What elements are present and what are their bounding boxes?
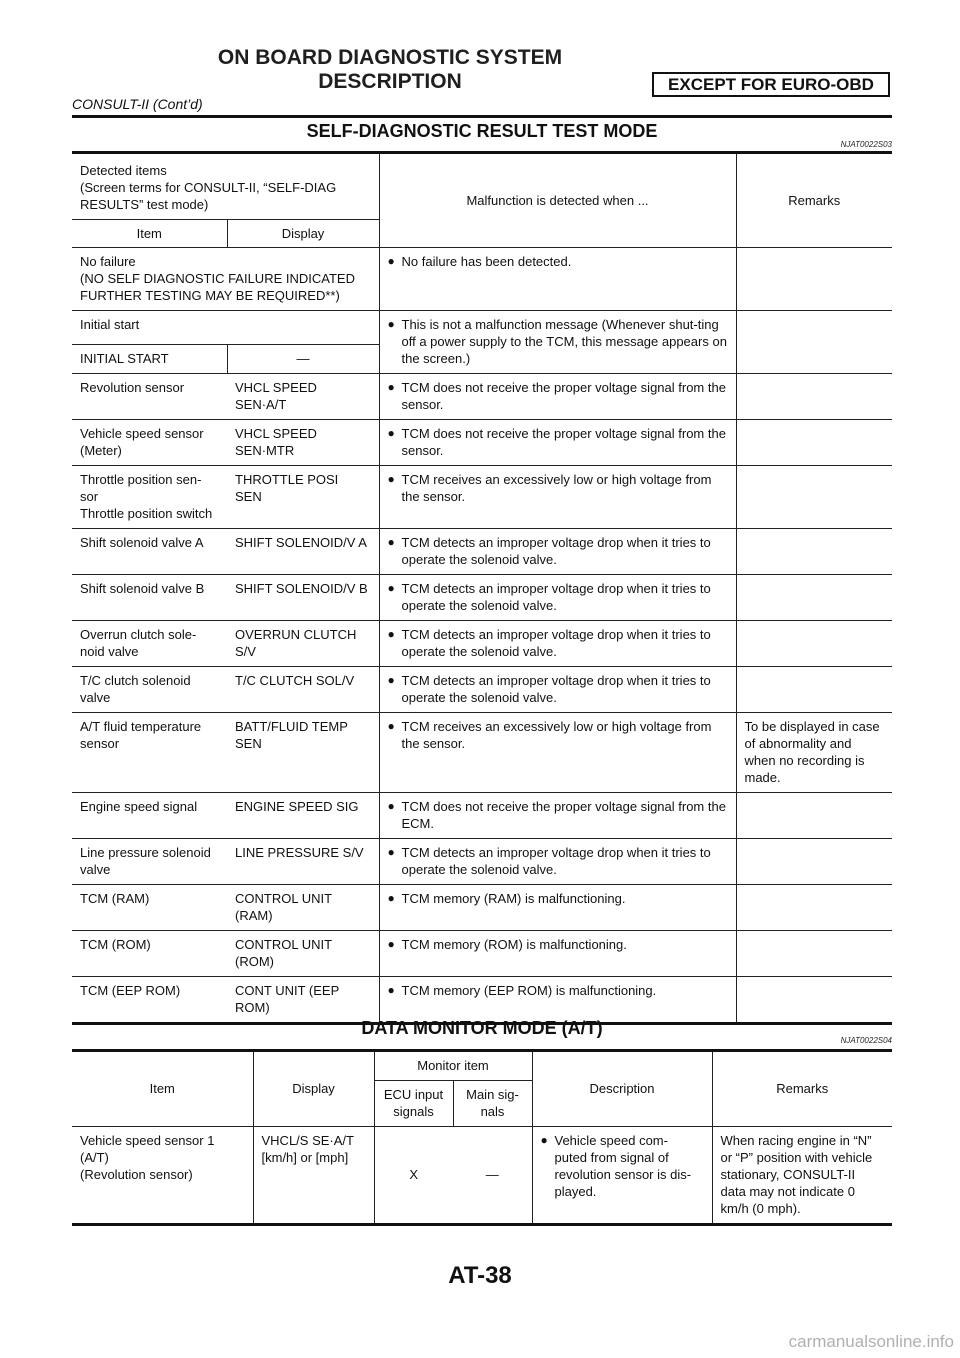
malfunction-text: TCM does not receive the proper voltage signal from the sensor. <box>401 426 726 458</box>
malfunction-text: No failure has been detected. <box>401 254 572 269</box>
header-detected-items: Detected items (Screen terms for CONSULT-II, “SELF-DIAG RESULTS” test mode) <box>72 153 379 220</box>
bullet-text <box>388 253 728 270</box>
table-row <box>72 667 892 713</box>
bullet-text <box>388 890 728 907</box>
ecu-input-cell: X <box>374 1127 453 1225</box>
item-cell: Line pressure solenoid valve <box>72 839 227 885</box>
bullet-text <box>388 316 728 367</box>
item-cell: TCM (EEP ROM) <box>72 977 227 1024</box>
display-cell: ENGINE SPEED SIG <box>227 793 379 839</box>
bullet-text <box>388 936 728 953</box>
bullet-icon: ● <box>387 317 395 331</box>
item-cell: Vehicle speed sensor (Meter) <box>72 420 227 466</box>
page-subtitle: CONSULT-II (Cont’d) <box>72 96 203 112</box>
bullet-icon: ● <box>540 1133 548 1147</box>
display-cell: VHCL SPEED SEN·MTR <box>227 420 379 466</box>
item-cell: Shift solenoid valve A <box>72 529 227 575</box>
malfunction-text: TCM does not receive the proper voltage signal from the sensor. <box>401 380 726 412</box>
remarks-cell <box>736 977 892 1024</box>
malfunction-text: TCM memory (RAM) is malfunctioning. <box>401 891 626 906</box>
header-display: Display <box>227 220 379 248</box>
header-main-signals: Main sig- nals <box>453 1081 532 1127</box>
self-diag-table <box>72 151 892 1025</box>
malfunction-cell <box>379 977 736 1024</box>
item-cell: Revolution sensor <box>72 374 227 420</box>
bullet-text <box>388 718 728 752</box>
malfunction-text: TCM receives an excessively low or high voltage from the sensor. <box>401 472 712 504</box>
bullet-icon: ● <box>387 581 395 595</box>
bullet-text <box>541 1132 704 1200</box>
bullet-icon: ● <box>387 426 395 440</box>
table-row <box>72 885 892 931</box>
malfunction-cell <box>379 931 736 977</box>
bullet-text <box>388 379 728 413</box>
bullet-icon: ● <box>387 845 395 859</box>
bullet-text <box>388 425 728 459</box>
table-row <box>72 248 892 311</box>
title-line-1: ON BOARD DIAGNOSTIC SYSTEM <box>217 46 563 69</box>
display-cell: CONTROL UNIT (RAM) <box>227 885 379 931</box>
remarks-cell <box>736 885 892 931</box>
bullet-text <box>388 844 728 878</box>
item-cell: T/C clutch solenoid valve <box>72 667 227 713</box>
malfunction-text: TCM receives an excessively low or high voltage from the sensor. <box>401 719 712 751</box>
bullet-icon: ● <box>387 891 395 905</box>
bullet-text <box>388 798 728 832</box>
title-line-2: DESCRIPTION <box>318 70 462 93</box>
bullet-text <box>388 672 728 706</box>
display-cell: T/C CLUTCH SOL/V <box>227 667 379 713</box>
remarks-cell <box>736 575 892 621</box>
malfunction-text: TCM detects an improper voltage drop when it tries to operate the solenoid valve. <box>401 845 711 877</box>
bullet-icon: ● <box>387 673 395 687</box>
item-cell: Vehicle speed sensor 1 (A/T) (Revolution sensor) <box>72 1127 253 1225</box>
malfunction-cell <box>379 374 736 420</box>
bullet-text <box>388 982 728 999</box>
remarks-cell: When racing engine in “N” or “P” position with vehicle stationary, CONSULT-II data may not indicate 0 km/h (0 mph). <box>712 1127 892 1225</box>
remarks-cell <box>736 529 892 575</box>
display-cell: — <box>227 344 379 373</box>
table-row <box>72 839 892 885</box>
display-cell: CONT UNIT (EEP ROM) <box>227 977 379 1024</box>
header-item: Item <box>72 1051 253 1127</box>
table-row <box>72 931 892 977</box>
malfunction-text: TCM does not receive the proper voltage signal from the ECM. <box>401 799 726 831</box>
bullet-icon: ● <box>387 937 395 951</box>
display-cell: SHIFT SOLENOID/V B <box>227 575 379 621</box>
bullet-icon: ● <box>387 799 395 813</box>
data-monitor-table <box>72 1049 892 1226</box>
table-row <box>72 713 892 793</box>
item-cell: TCM (RAM) <box>72 885 227 931</box>
malfunction-cell <box>379 667 736 713</box>
bullet-icon: ● <box>387 472 395 486</box>
bullet-icon: ● <box>387 983 395 997</box>
item-cell: TCM (ROM) <box>72 931 227 977</box>
display-cell: SHIFT SOLENOID/V A <box>227 529 379 575</box>
table-row <box>72 621 892 667</box>
item-cell: Initial start <box>72 311 379 345</box>
bullet-icon: ● <box>387 254 395 268</box>
table-row <box>72 466 892 529</box>
malfunction-text: This is not a malfunction message (Whenever shut-ting off a power supply to the TCM, this message appears on the screen.) <box>401 317 727 366</box>
malfunction-text: TCM detects an improper voltage drop when it tries to operate the solenoid valve. <box>401 581 711 613</box>
bullet-text <box>388 534 728 568</box>
remarks-cell <box>736 466 892 529</box>
remarks-cell <box>736 839 892 885</box>
badge-except-euro-obd: EXCEPT FOR EURO-OBD <box>652 72 890 97</box>
malfunction-cell <box>379 621 736 667</box>
table-row <box>72 1127 892 1225</box>
display-cell: BATT/FLUID TEMP SEN <box>227 713 379 793</box>
section-title-self-diag: SELF-DIAGNOSTIC RESULT TEST MODE <box>306 121 658 141</box>
item-cell: INITIAL START <box>72 344 227 373</box>
remarks-cell <box>736 420 892 466</box>
malfunction-cell <box>379 885 736 931</box>
header-description: Description <box>532 1051 712 1127</box>
table-row <box>72 311 892 345</box>
main-signal-cell: — <box>453 1127 532 1225</box>
malfunction-cell <box>379 839 736 885</box>
malfunction-text: TCM detects an improper voltage drop when it tries to operate the solenoid valve. <box>401 673 711 705</box>
table-row <box>72 575 892 621</box>
bullet-text <box>388 471 728 505</box>
remarks-cell <box>736 667 892 713</box>
remarks-cell <box>736 793 892 839</box>
header-remarks: Remarks <box>736 153 892 248</box>
table-row <box>72 977 892 1024</box>
malfunction-cell <box>379 793 736 839</box>
malfunction-text: TCM memory (ROM) is malfunctioning. <box>401 937 627 952</box>
remarks-cell <box>736 311 892 374</box>
item-cell: Throttle position sen- sor Throttle position switch <box>72 466 227 529</box>
display-cell: LINE PRESSURE S/V <box>227 839 379 885</box>
header-item: Item <box>72 220 227 248</box>
table-row <box>72 793 892 839</box>
malfunction-cell <box>379 420 736 466</box>
malfunction-cell <box>379 713 736 793</box>
malfunction-cell <box>379 575 736 621</box>
section-code-data-monitor: NJAT0022S04 <box>840 1036 892 1045</box>
header-monitor-item: Monitor item <box>374 1051 532 1081</box>
remarks-cell <box>736 931 892 977</box>
bullet-text <box>388 626 728 660</box>
table-header-row <box>72 1051 892 1081</box>
bullet-icon: ● <box>387 719 395 733</box>
display-cell: VHCL SPEED SEN·A/T <box>227 374 379 420</box>
remarks-cell <box>736 621 892 667</box>
section-title-data-monitor: DATA MONITOR MODE (A/T) <box>361 1018 603 1038</box>
page-number: AT-38 <box>448 1262 512 1289</box>
item-cell: No failure (NO SELF DIAGNOSTIC FAILURE INDICATED FURTHER TESTING MAY BE REQUIRED**) <box>72 248 379 311</box>
section-code-self-diag: NJAT0022S03 <box>840 140 892 149</box>
table-header-row <box>72 153 892 220</box>
item-cell: A/T fluid temperature sensor <box>72 713 227 793</box>
remarks-cell: To be displayed in case of abnormality and when no recording is made. <box>736 713 892 793</box>
malfunction-text: TCM memory (EEP ROM) is malfunctioning. <box>401 983 657 998</box>
header-display: Display <box>253 1051 374 1127</box>
table-row <box>72 420 892 466</box>
header-remarks: Remarks <box>712 1051 892 1127</box>
malfunction-cell <box>532 1127 712 1225</box>
malfunction-cell <box>379 311 736 374</box>
bullet-icon: ● <box>387 535 395 549</box>
display-cell: VHCL/S SE·A/T [km/h] or [mph] <box>253 1127 374 1225</box>
malfunction-cell <box>379 529 736 575</box>
table-row <box>72 374 892 420</box>
header-rule <box>72 115 892 118</box>
header-ecu-input-signals: ECU input signals <box>374 1081 453 1127</box>
remarks-cell <box>736 374 892 420</box>
malfunction-text: TCM detects an improper voltage drop when it tries to operate the solenoid valve. <box>401 627 711 659</box>
malfunction-text: Vehicle speed com- puted from signal of revolution sensor is dis- played. <box>554 1133 692 1199</box>
malfunction-cell <box>379 466 736 529</box>
malfunction-text: TCM detects an improper voltage drop when it tries to operate the solenoid valve. <box>401 535 711 567</box>
item-cell: Overrun clutch sole- noid valve <box>72 621 227 667</box>
malfunction-cell <box>379 248 736 311</box>
display-cell: THROTTLE POSI SEN <box>227 466 379 529</box>
display-cell: OVERRUN CLUTCH S/V <box>227 621 379 667</box>
watermark: carmanualsonline.info <box>788 1332 954 1351</box>
bullet-text <box>388 580 728 614</box>
page-title <box>150 46 630 94</box>
item-cell: Shift solenoid valve B <box>72 575 227 621</box>
remarks-cell <box>736 248 892 311</box>
bullet-icon: ● <box>387 380 395 394</box>
table-row <box>72 529 892 575</box>
item-cell: Engine speed signal <box>72 793 227 839</box>
display-cell: CONTROL UNIT (ROM) <box>227 931 379 977</box>
header-malfunction: Malfunction is detected when ... <box>379 153 736 248</box>
bullet-icon: ● <box>387 627 395 641</box>
